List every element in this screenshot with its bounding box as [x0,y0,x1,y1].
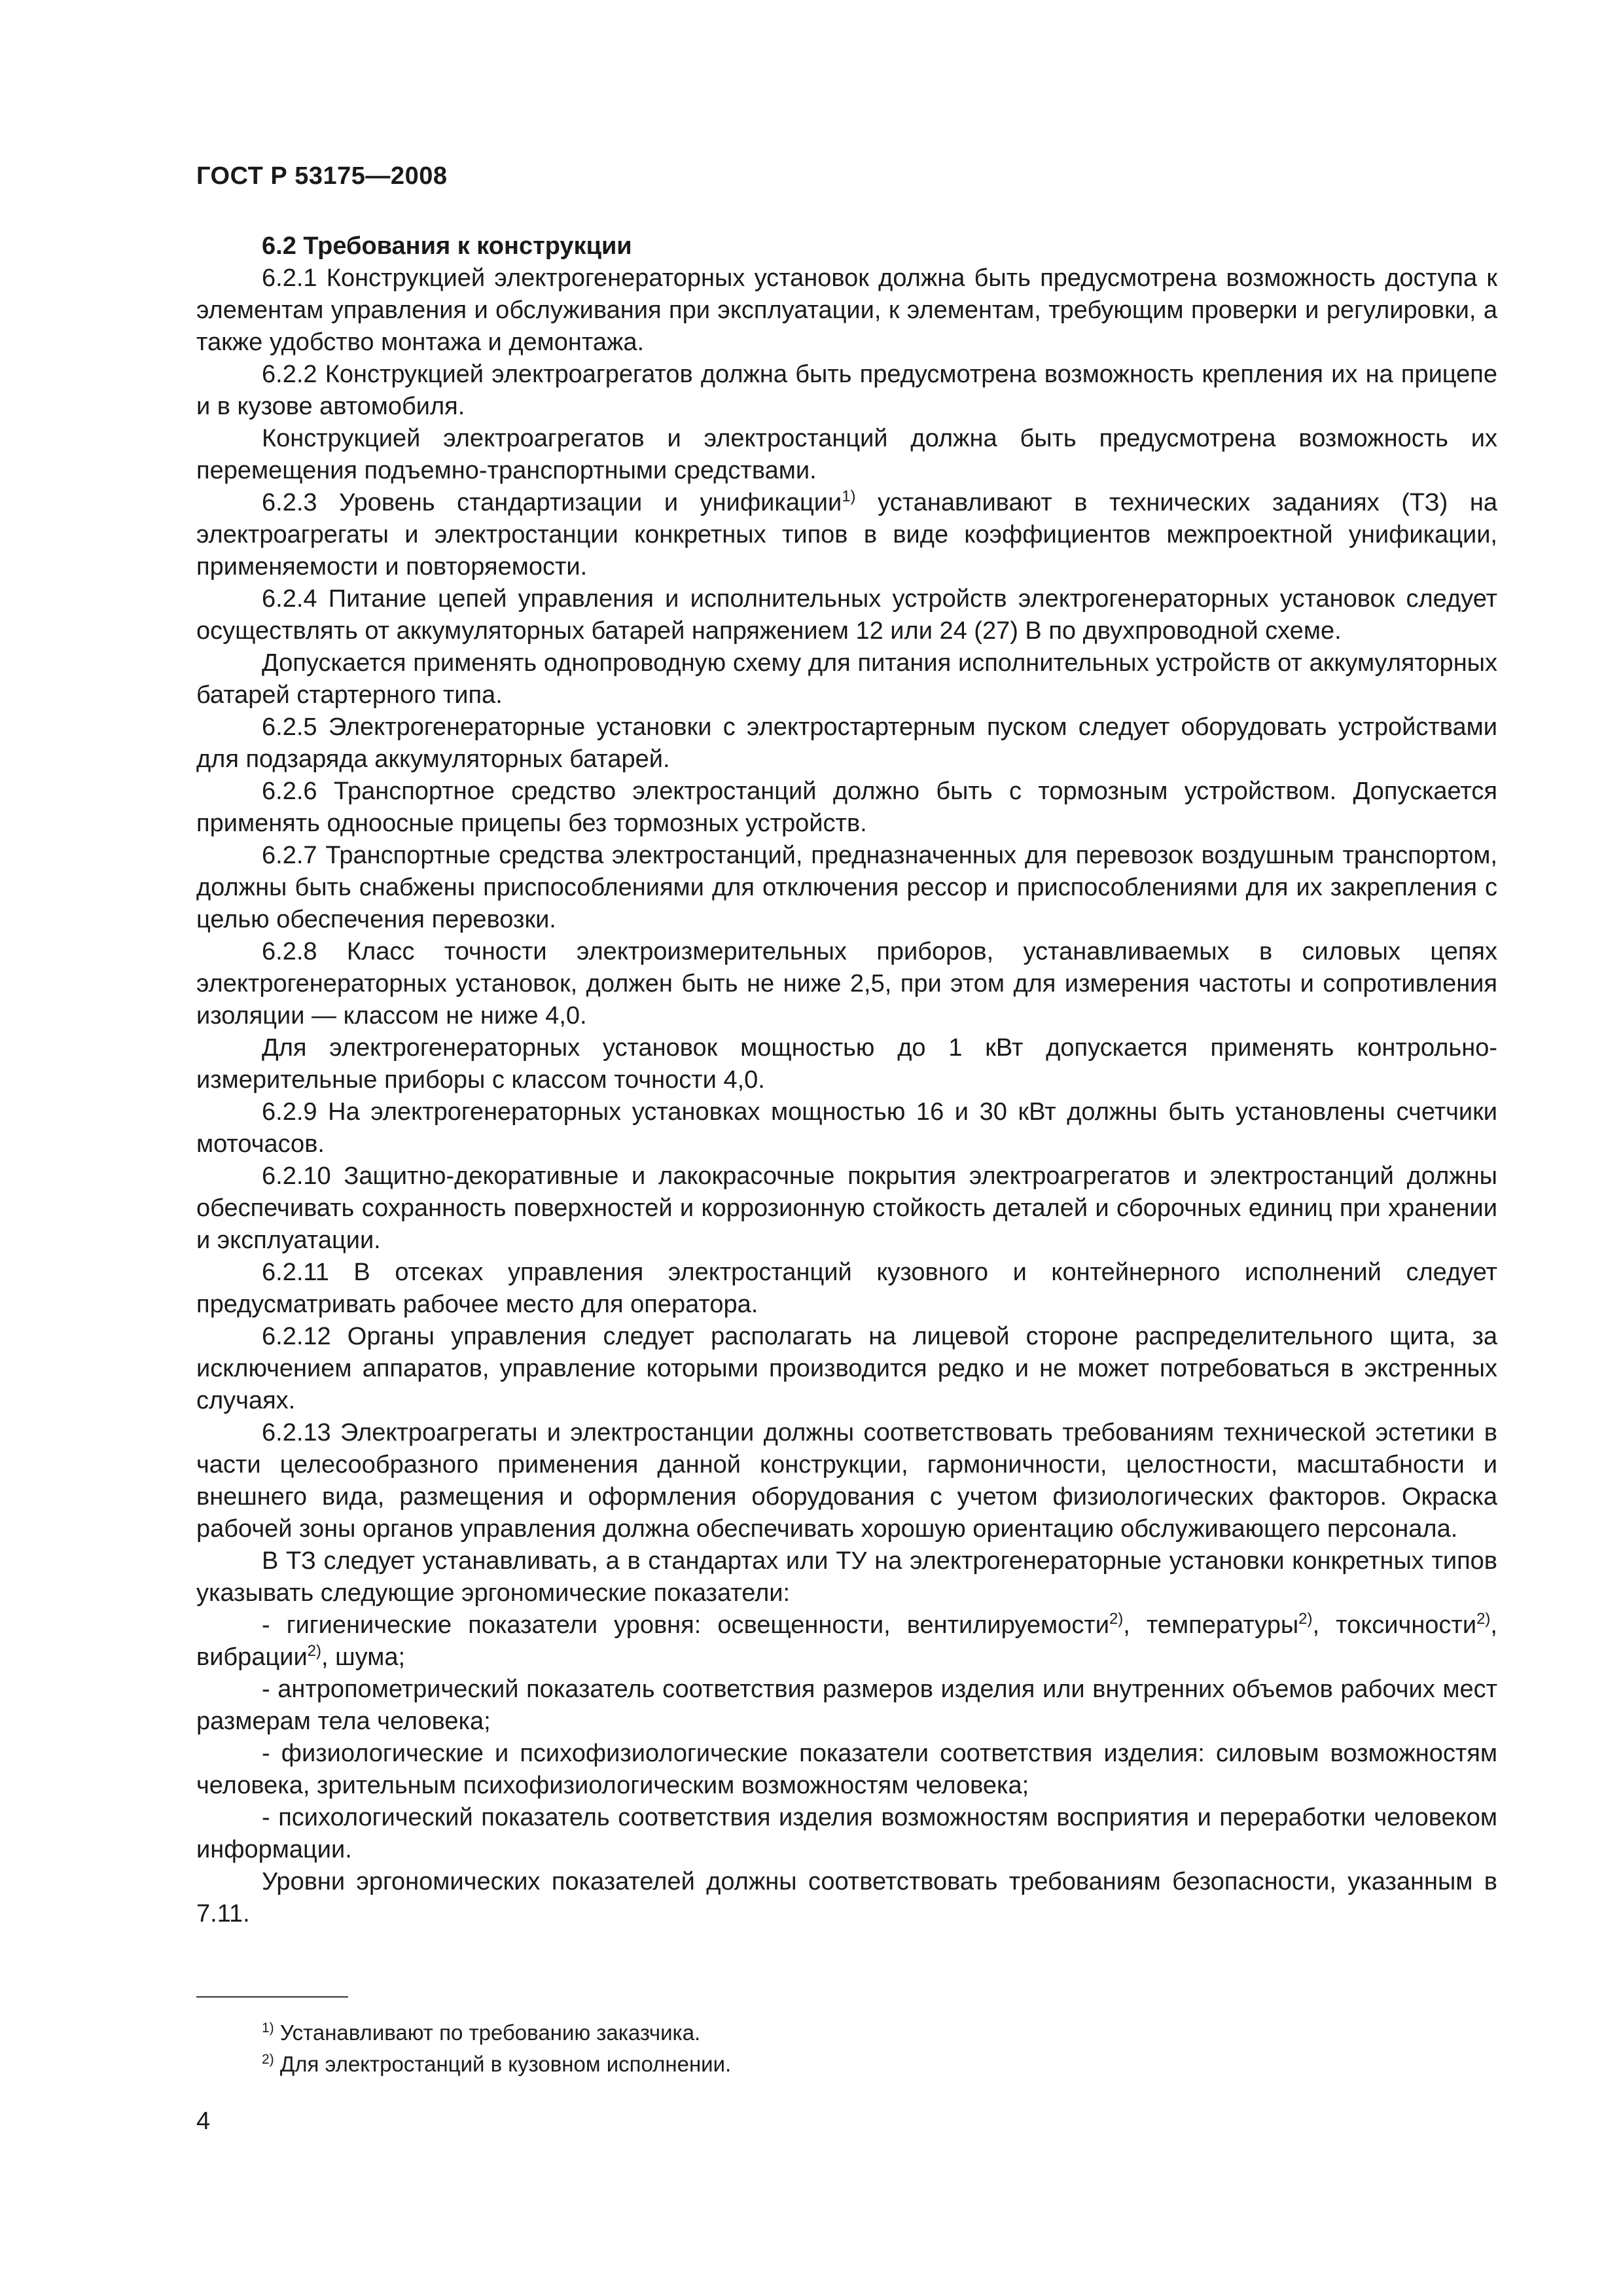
paragraph-text: Конструкцией электроагрегатов и электростанций должна быть предусмотрена возможность их перемещения подъемно-транспортными средствами. [196,425,1497,484]
footnote-ref: 2) [1109,1610,1124,1628]
paragraph [196,262,1497,359]
document-header: ГОСТ Р 53175—2008 [196,162,448,190]
section-heading: 6.2 Требования к конструкции [262,232,632,260]
footnote-ref: 2) [1298,1610,1313,1628]
paragraph [196,1096,1497,1160]
paragraph-text: - гигиенические показатели уровня: освещенности, вентилируемости [262,1611,1109,1639]
paragraph-text: 6.2.4 Питание цепей управления и исполнительных устройств электрогенераторных установок следует осуществлять от аккумуляторных батарей напряжением 12 или 24 (27) В по двухпроводной схеме. [196,585,1497,645]
page-number: 4 [196,2108,211,2135]
paragraph-text: 6.2.9 На электрогенераторных установках мощностью 16 и 30 кВт должны быть установлены счетчики моточасов. [196,1098,1497,1158]
paragraph [196,1802,1497,1866]
footnote-ref: 2) [307,1642,322,1660]
paragraph-text: - физиологические и психофизиологические показатели соответствия изделия: силовым возможностям человека, зрительным психофизиологическим возможностям человека; [196,1740,1497,1799]
paragraph-text: , температуры [1123,1611,1299,1639]
paragraph-text: В ТЗ следует устанавливать, а в стандартах или ТУ на электрогенераторные установки конкретных типов указывать следующие эргономические показатели: [196,1547,1497,1607]
paragraph [196,423,1497,487]
paragraph [196,840,1497,936]
paragraph [196,583,1497,647]
paragraph [196,1321,1497,1417]
paragraph [196,647,1497,711]
paragraph [196,1545,1497,1609]
paragraph-text: 6.2.2 Конструкцией электроагрегатов должна быть предусмотрена возможность крепления их на прицепе и в кузове автомобиля. [196,361,1497,420]
paragraph [196,1738,1497,1802]
paragraph-text: устанавливают в технических заданиях (ТЗ) на электроагрегаты и электростанции конкретных типов в виде коэффициентов межпроектной унификации, применяемости и повторяемости. [196,489,1497,581]
footnote-mark: 1) [262,2020,274,2036]
paragraph [196,1032,1497,1096]
paragraph [196,1257,1497,1321]
paragraph-text: - антропометрический показатель соответствия размеров изделия или внутренних объемов рабочих мест размерам тела человека; [196,1676,1497,1735]
footnote-list [262,2017,1440,2080]
paragraph-text: 6.2.13 Электроагрегаты и электростанции должны соответствовать требованиям технической эстетики в части целесообразного применения данной конструкции, гармоничности, целостности, масштабности и внешнего вида, размещения и оформления оборудования с учетом физиологических факторов. Окраска рабочей зоны органов управления должна обеспечивать хорошую ориентацию обслуживающего персонала. [196,1419,1497,1543]
paragraph [196,359,1497,423]
footnote-text: Устанавливают по требованию заказчика. [274,2020,701,2045]
paragraph-text: , шума; [321,1643,406,1671]
paragraph-text: 6.2.6 Транспортное средство электростанций должно быть с тормозным устройством. Допускается применять одноосные прицепы без тормозных устройств. [196,778,1497,837]
footnote-ref: 1) [842,488,856,505]
footnote [262,2049,1440,2080]
paragraph-text: 6.2.5 Электрогенераторные установки с электростартерным пуском следует оборудовать устройствами для подзаряда аккумуляторных батарей. [196,713,1497,773]
paragraph-text: 6.2.12 Органы управления следует располагать на лицевой стороне распределительного щита, за исключением аппаратов, управление которыми производится редко и не может потребоваться в экстренных случаях. [196,1323,1497,1414]
footnote [262,2017,1440,2049]
paragraph [196,1417,1497,1545]
footnote-divider [196,1996,348,1998]
paragraph-text: , токсичности [1312,1611,1477,1639]
paragraph-text: 6.2.8 Класс точности электроизмерительных приборов, устанавливаемых в силовых цепях электрогенераторных установок, должен быть не ниже 2,5, при этом для измерения частоты и сопротивления изоляции — классом не ниже 4,0. [196,938,1497,1030]
footnote-ref: 2) [1476,1610,1491,1628]
footnote-mark: 2) [262,2052,274,2067]
paragraph-text: 6.2.7 Транспортные средства электростанций, предназначенных для перевозок воздушным транспортом, должны быть снабжены приспособлениями для отключения рессор и приспособлениями для их закрепления с целью обеспечения перевозки. [196,842,1497,933]
paragraph-text: Допускается применять однопроводную схему для питания исполнительных устройств от аккумуляторных батарей стартерного типа. [196,649,1497,709]
paragraph-text: 6.2.11 В отсеках управления электростанций кузовного и контейнерного исполнений следует предусматривать рабочее место для оператора. [196,1259,1497,1318]
paragraph-text: , вибрации [196,1611,1497,1671]
paragraph-text: - психологический показатель соответствия изделия возможностям восприятия и переработки человеком информации. [196,1804,1497,1863]
document-body [196,230,1497,1930]
paragraph-text: Для электрогенераторных установок мощностью до 1 кВт допускается применять контрольно-измерительные приборы с классом точности 4,0. [196,1034,1497,1094]
paragraph-list [196,262,1497,1930]
paragraph [196,1674,1497,1738]
paragraph-text: 6.2.3 Уровень стандартизации и унификации [262,489,842,516]
paragraph [196,1866,1497,1930]
footnote-text: Для электростанций в кузовном исполнении. [274,2052,732,2076]
paragraph [196,711,1497,776]
paragraph-text: 6.2.10 Защитно-декоративные и лакокрасочные покрытия электроагрегатов и электростанций должны обеспечивать сохранность поверхностей и коррозионную стойкость деталей и сборочных единиц при хранении и эксплуатации. [196,1162,1497,1254]
paragraph [196,1160,1497,1257]
paragraph [196,776,1497,840]
paragraph [196,487,1497,583]
paragraph [196,1609,1497,1674]
paragraph-text: 6.2.1 Конструкцией электрогенераторных установок должна быть предусмотрена возможность доступа к элементам управления и обслуживания при эксплуатации, к элементам, требующим проверки и регулировки, а также удобство монтажа и демонтажа. [196,264,1497,356]
paragraph-text: Уровни эргономических показателей должны соответствовать требованиям безопасности, указанным в 7.11. [196,1868,1497,1928]
paragraph [196,936,1497,1032]
